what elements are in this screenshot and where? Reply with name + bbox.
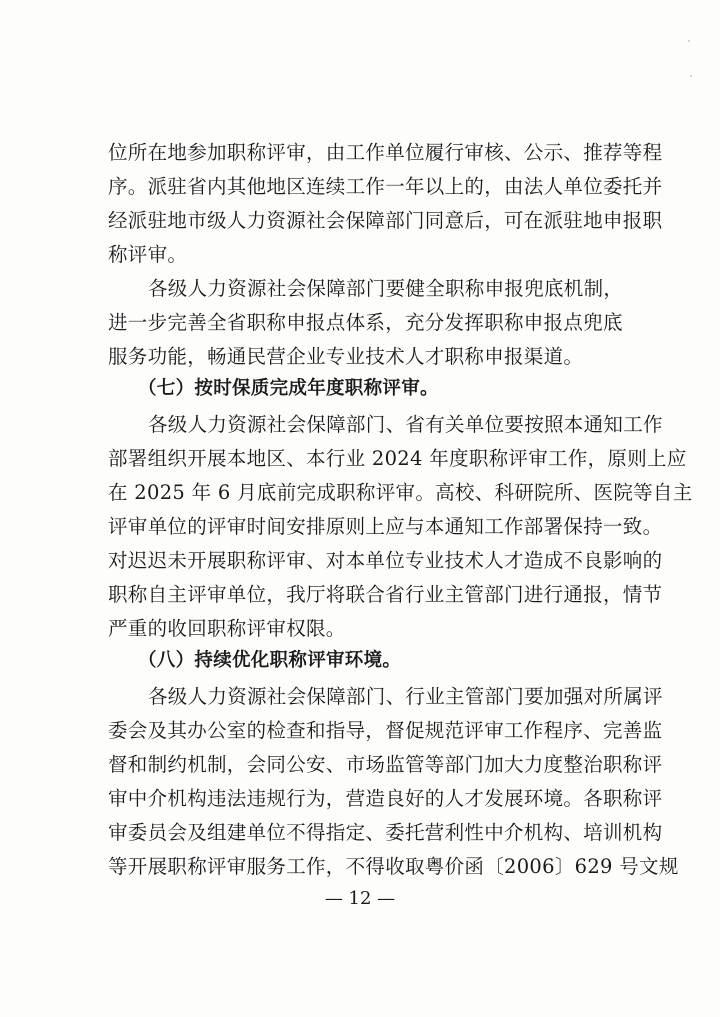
body-line: 审委员会及组建单位不得指定、委托营利性中介机构、培训机构: [108, 821, 663, 844]
body-line: 在 2025 年 6 月底前完成职称评审。高校、科研院所、医院等自主: [108, 481, 693, 504]
body-line: 部署组织开展本地区、本行业 2024 年度职称评审工作，原则上应: [108, 447, 687, 470]
body-line: 委会及其办公室的检查和指导，督促规范评审工作程序、完善监: [108, 719, 663, 742]
body-line: 审中介机构违法违规行为，营造良好的人才发展环境。各职称评: [108, 787, 663, 810]
body-line: 位所在地参加职称评审，由工作单位履行审核、公示、推荐等程: [108, 141, 663, 164]
body-line: 经派驻地市级人力资源社会保障部门同意后，可在派驻地申报职: [108, 209, 663, 232]
scan-speck: [688, 40, 690, 42]
body-line: 进一步完善全省职称申报点体系，充分发挥职称申报点兜底: [108, 311, 623, 334]
body-line: 对迟迟未开展职称评审、对本单位专业技术人才造成不良影响的: [108, 549, 663, 572]
body-line: 各级人力资源社会保障部门要健全职称申报兜底机制，: [148, 277, 624, 300]
body-line: 督和制约机制，会同公安、市场监管等部门加大力度整治职称评: [108, 753, 663, 776]
body-line: 各级人力资源社会保障部门、省有关单位要按照本通知工作: [148, 413, 663, 436]
body-line: 严重的收回职称评审权限。: [108, 617, 346, 640]
page-number: — 12 —: [324, 888, 396, 909]
body-line: 评审单位的评审时间安排原则上应与本通知工作部署保持一致。: [108, 515, 663, 538]
section-heading: （七）按时保质完成年度职称评审。: [138, 378, 439, 399]
body-line: 服务功能，畅通民营企业专业技术人才职称申报渠道。: [108, 345, 584, 368]
body-line: 各级人力资源社会保障部门、行业主管部门要加强对所属评: [148, 685, 663, 708]
body-line: 序。派驻省内其他地区连续工作一年以上的，由法人单位委托并: [108, 175, 663, 198]
section-heading: （八）持续优化职称评审环境。: [138, 650, 402, 671]
body-line: 称评审。: [108, 243, 188, 266]
scan-speck: [690, 75, 692, 77]
body-line: 职称自主评审单位，我厅将联合省行业主管部门进行通报，情节: [108, 583, 663, 606]
body-line: 等开展职称评审服务工作，不得收取粤价函〔2006〕629 号文规: [108, 855, 679, 878]
